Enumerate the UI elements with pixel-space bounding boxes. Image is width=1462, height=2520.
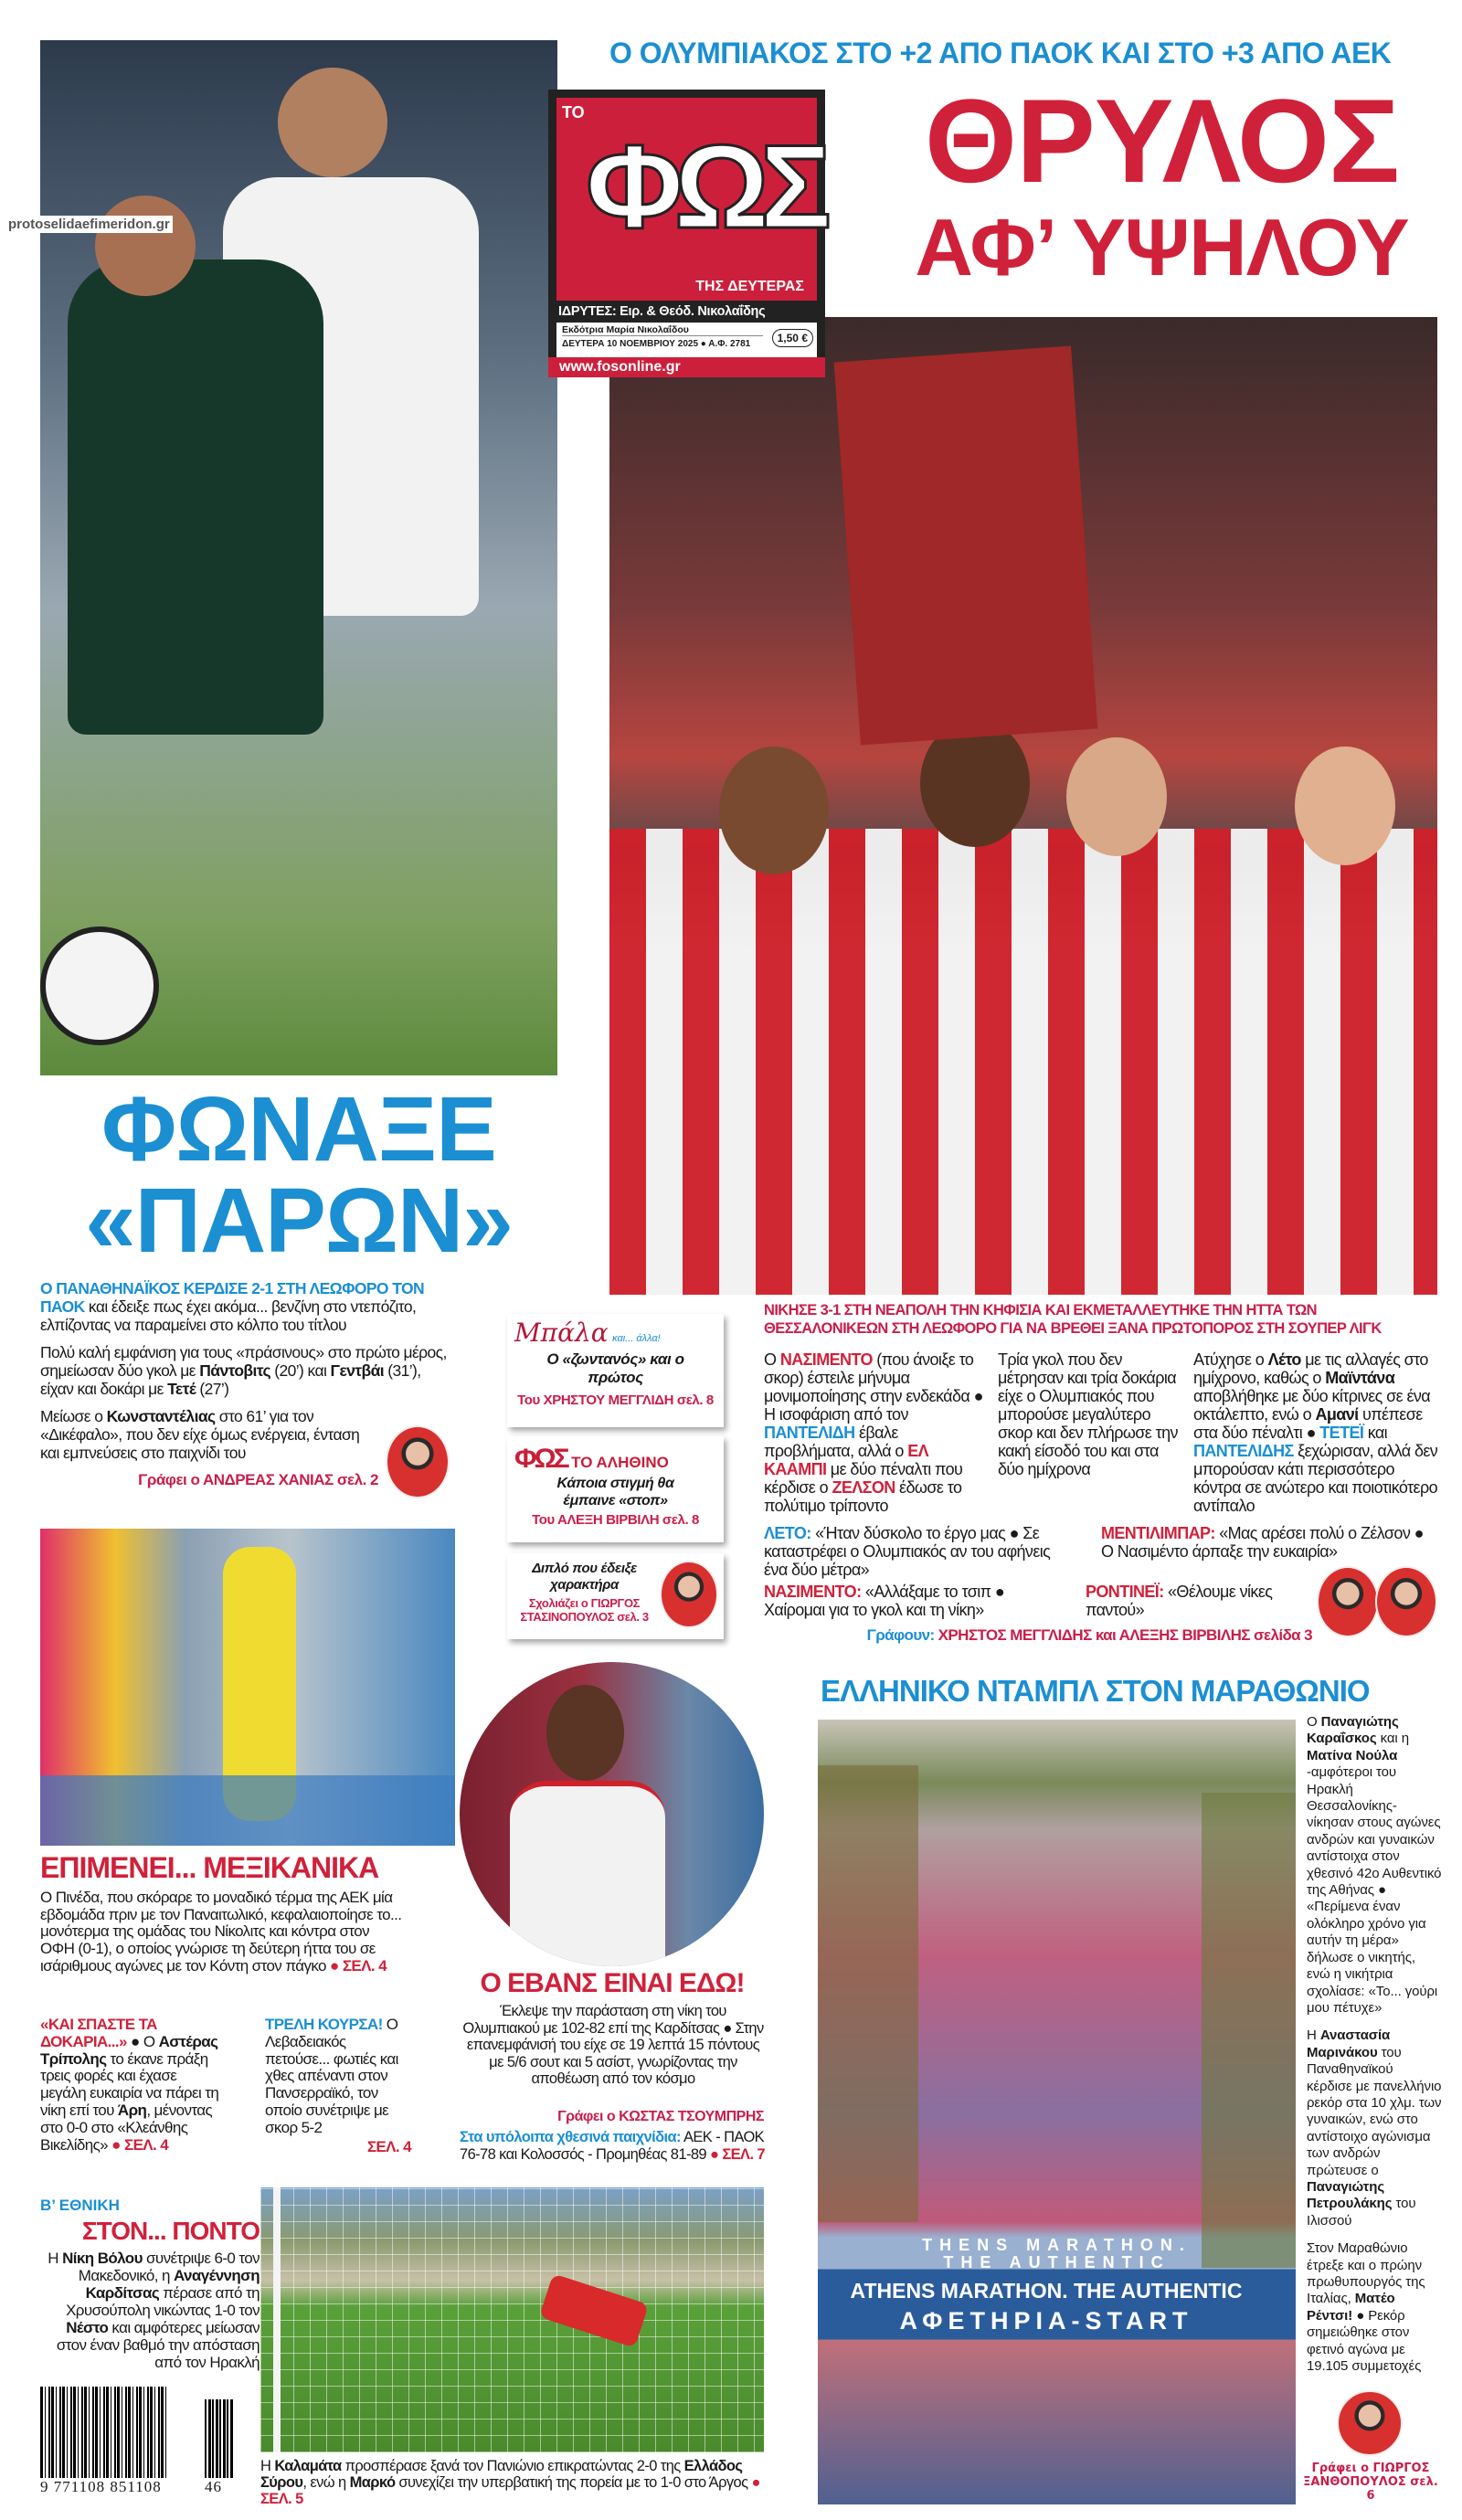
panathinaikos-paragraph-3	[40, 1407, 378, 1462]
text-run: Κωνσταντέλιας	[106, 1407, 216, 1425]
column-logo-sub: και... άλλα!	[612, 1333, 661, 1344]
text-run: «Θέλουμε νίκες παντού»	[1086, 1583, 1273, 1619]
text-run: Αμανί	[1315, 1405, 1359, 1424]
text-run: , μένοντας στο 0-0 στο «Κλεάνθης Βικελίδης»	[40, 2101, 213, 2154]
text-run: ● ΣΕΛ. 4	[330, 1956, 387, 1975]
text-run: συνέτριψε 6-0 τον Μακεδονικό, η	[78, 2250, 260, 2284]
text-run: Αναγέννηση Καρδίτσας	[85, 2267, 260, 2302]
text-run: Ο	[1307, 1714, 1321, 1730]
column-box-mpala[interactable]	[507, 1314, 724, 1427]
text-run: στο 61’ για τον «Δικέφαλο», που δεν είχε όμως ενέργεια, ένταση και εμπνεύσεις στο παιχνίδι του	[40, 1407, 360, 1462]
text-run: Μείωσε ο	[40, 1407, 107, 1425]
quote-mendilibar	[1101, 1524, 1439, 1561]
text-run: έδωσε το πολύτιμο τρίποντο	[764, 1478, 962, 1515]
quote-nascimento	[764, 1583, 1065, 1619]
text-run: προσπέρασε ξανά τον Πανιώνιο επικρατώντας 2-0 της	[341, 2458, 684, 2474]
panathinaikos-paragraph-2	[40, 1343, 451, 1398]
panathinaikos-headline-line2: «ΠΑΡΩΝ»	[85, 1170, 513, 1272]
banner-top-line2: THE AUTHENTIC	[943, 2253, 1171, 2271]
text-run: (27’)	[196, 1380, 229, 1398]
text-run: (31’), είχαν και δοκάρι με	[40, 1361, 421, 1398]
photo-olympiakos-celebration	[609, 317, 1437, 1295]
aek-text	[40, 1890, 406, 1975]
text-run: Νέστο	[66, 2319, 109, 2336]
column-logo-sub: ΤΟ ΑΛΗΘΙΝΟ	[571, 1454, 669, 1471]
watermark: protoselidaefimeridon.gr	[5, 216, 173, 233]
text-run: έβαλε προβλήματα, αλλά ο	[764, 1424, 908, 1460]
lead-column-2	[998, 1350, 1181, 1478]
text-run: «Αλλάξαμε το τσιπ ● Χαίρομαι για το γκολ και τη νίκη»	[764, 1583, 1005, 1619]
text-run: -αμφότεροι του Ηρακλή Θεσσαλονίκης- νίκησαν στους αγώνες ανδρών και γυναικών αντίστοιχα στον χθεσινό 42ο Αυθεντικό της Αθήνας ● «Περίμενα έναν ολόκληρο χρόνο για αυτήν τη μέρα» δήλωσε ο νικητής, ενώ η νικήτρια σχολίασε: «Το... γούρι μου πέτυχε»	[1307, 1764, 1442, 2016]
panathinaikos-headline-line1: ΦΩΝΑΞΕ	[101, 1078, 496, 1181]
text-run: ξεχώρισαν, αλλά δεν μπορούσαν κάτι περισσότερο κόντρα σε ανώτερο και ποιοτικότερο αντίπαλο	[1193, 1442, 1438, 1515]
text-run: Γεντβάι	[330, 1361, 384, 1380]
panathinaikos-byline: Γράφει ο ΑΝΔΡΕΑΣ ΧΑΝΙΑΣ σελ. 2	[138, 1471, 378, 1488]
quote-rodinei	[1086, 1583, 1287, 1619]
column-box-fos-to-alithino[interactable]	[507, 1436, 724, 1542]
lead-subhead: ΝΙΚΗΣΕ 3-1 ΣΤΗ ΝΕΑΠΟΛΗ ΤΗΝ ΚΗΦΙΣΙΑ ΚΑΙ ΕΚΜΕΤΑΛΛΕΥΤΗΚΕ ΤΗΝ ΗΤΤΑ ΤΩΝ ΘΕΣΣΑΛΟΝΙΚΕΩΝ ΣΤΗ ΛΕΩΦΟΡΟ ΓΙΑ ΝΑ ΒΡΕΘΕΙ ΞΑΝΑ ΠΡΩΤΟΠΟΡΟΣ ΣΤΗ ΣΟΥΠΕΡ ΛΙΓΚ	[764, 1302, 1382, 1337]
kalamata-caption	[260, 2458, 763, 2507]
text-run: πέρασε από τη Χρυσούπολη νικώντας 1-0 τον	[66, 2284, 260, 2319]
price-badge: 1,50 €	[772, 329, 813, 347]
photo-evans	[460, 1662, 764, 1966]
text-run: Ελλάδος Σύρου	[260, 2458, 743, 2491]
column-logo-fos: ΦΩΣ	[514, 1444, 567, 1474]
text-run: υπέπεσε στα δύο πέναλτι ●	[1193, 1405, 1423, 1442]
text-run: ● Ο	[126, 2032, 159, 2050]
text-run: Ο	[764, 1350, 780, 1369]
photo-athens-marathon	[818, 1720, 1296, 2504]
column-title: Διπλό που έδειξε χαρακτήρα	[532, 1561, 637, 1593]
text-run: Αναστασία Μαρινάκου	[1307, 2028, 1391, 2060]
text-run: ΜΕΝΤΙΛΙΜΠΑΡ:	[1101, 1524, 1215, 1542]
text-run: ΛΕΤΟ:	[764, 1524, 811, 1542]
quote-leto	[764, 1524, 1075, 1579]
lead-strap: Ο ΟΛΥΜΠΙΑΚΟΣ ΣΤΟ +2 ΑΠΟ ΠΑΟΚ ΚΑΙ ΣΤΟ +3 ΑΠΟ ΑΕΚ	[609, 37, 1392, 69]
text-run: Πολύ καλή εμφάνιση για τους «πράσινους» στο πρώτο μέρος, σημείωσαν δύο γκολ με	[40, 1343, 447, 1380]
marathon-paragraph-3	[1307, 2240, 1442, 2375]
text-run: «ΚΑΙ ΣΠΑΣΤΕ ΤΑ ΔΟΚΑΡΙΑ...»	[40, 2016, 157, 2050]
text-run: ΖΕΛΣΟΝ	[832, 1478, 895, 1497]
text-run: Μαρκό	[349, 2474, 396, 2491]
text-run: ΤΡΕΛΗ ΚΟΥΡΣΑ!	[265, 2016, 383, 2033]
author-photo-chanias	[386, 1425, 450, 1498]
text-run: συνεχίζει την υπερβατική της πορεία με το 1-0 στο Άργος	[395, 2474, 752, 2491]
text-run: ΝΑΣΙΜΕΝΤΟ	[779, 1350, 873, 1369]
text-run: και η	[1376, 1731, 1409, 1747]
logo-wordmark: ΦΩΣ	[586, 120, 822, 253]
text-run: Γράφουν:	[866, 1626, 938, 1644]
text-run: του Ιλισσού	[1307, 2196, 1416, 2229]
lead-column-1	[764, 1350, 985, 1515]
text-run: ● ΣΕΛ. 5	[260, 2474, 760, 2507]
text-run: Παναγιώτης Καραΐσκος	[1307, 1714, 1399, 1747]
text-run: «Μας αρέσει πολύ ο Ζέλσον ● Ο Νασιμέντο άρπαξε την ευκαιρία»	[1101, 1524, 1424, 1561]
text-run: και αμφότερες μείωσαν στον έναν βαθμό την απόσταση από τον Ηρακλή	[56, 2319, 260, 2371]
logo-subtitle: ΤΗΣ ΔΕΥΤΕΡΑΣ	[695, 279, 804, 294]
text-run: ● Ρεκόρ σημειώθηκε στον φετινό αγώνα με 19.105 συμμετοχές	[1307, 2307, 1422, 2375]
column-title: Κάποια στιγμή θα έμπαινε «στοπ»	[556, 1476, 674, 1509]
banner-line1: ATHENS MARATHON. THE AUTHENTIC	[850, 2279, 1243, 2303]
text-run: του Παναθηναϊκού κέρδισε με πανελλήνιο ρεκόρ στα 10 χλμ. των γυναικών, ενώ στο αντίστοιχο αγώνισμα των ανδρών πρώτευσε ο	[1307, 2044, 1442, 2178]
column-logo-mpala: Μπάλα	[514, 1318, 609, 1348]
text-run: Ο Πινέδα, που σκόραρε το μοναδικό τέρμα της ΑΕΚ μία εβδομάδα πριν με τον Παναιτωλικό, κεφαλαιοποίησε το... μονότερμα της ομάδας του Νίκολιτς και κόντρα στον ΟΦΗ (0-1), ο οποίος γνώρισε τη δεύτερη ήττα του σε ισάριθμους αγώνες με τον Κόντη στον πάγκο	[40, 1889, 402, 1975]
evans-byline: Γράφει ο ΚΩΣΤΑΣ ΤΣΟΥΜΠΡΗΣ	[557, 2109, 764, 2124]
column-title: Ο «ζωντανός» και ο πρώτος	[546, 1350, 684, 1386]
text-run: ● ΣΕΛ. 7	[709, 2145, 765, 2163]
levadiakos-brief	[265, 2017, 411, 2137]
barcode	[40, 2387, 252, 2496]
section-label-beta-ethniki: Β’ ΕΘΝΙΚΗ	[40, 2197, 120, 2214]
text-run: και	[1363, 1424, 1388, 1442]
photo-panathinaikos-paok	[40, 40, 557, 1075]
column-byline: Του ΑΛΕΞΗ ΒΙΡΒΙΛΗ σελ. 8	[532, 1512, 699, 1528]
author-photo-virvilis	[1375, 1566, 1437, 1637]
text-run: ΕΛ ΚΑΑΜΠΙ	[764, 1442, 929, 1478]
photo-aek-celebration	[40, 1529, 455, 1846]
marathon-byline: Γράφει ο ΓΙΩΡΓΟΣ ΞΑΝΘΟΠΟΥΛΟΣ σελ. 6	[1303, 2462, 1438, 2503]
basketball-other-results	[460, 2129, 766, 2163]
text-run: Ματίνα Νούλα	[1307, 1747, 1398, 1763]
lead-headline-line1: ΘΡΥΛΟΣ	[924, 74, 1400, 207]
text-run: Τρία γκολ που δεν μέτρησαν και τρία δοκάρια είχε ο Ολυμπιακός που μπορούσε μεγαλύτερο σκορ και δεν πλήρωσε την κακή είσοδό του και στα δύο ημίχρονα	[998, 1350, 1178, 1478]
text-run: Ο ΠΑΝΑΘΗΝΑΪΚΟΣ ΚΕΡΔΙΣΕ 2-1 ΣΤΗ ΛΕΩΦΟΡΟ ΤΟΝ ΠΑΟΚ	[40, 1279, 425, 1316]
text-run: Τετέ	[167, 1380, 196, 1398]
text-run: Ο Λεβαδειακός πετούσε... φωτιές και χθες απέναντι στον Πανσερραϊκό, τον οποίο συνέτριψε με σκορ 5-2	[265, 2016, 398, 2136]
text-run: Πάντοβιτς	[199, 1361, 270, 1380]
marathon-headline: ΕΛΛΗΝΙΚΟ ΝΤΑΜΠΛ ΣΤΟΝ ΜΑΡΑΘΩΝΙΟ	[821, 1674, 1370, 1708]
text-run: ΝΑΣΙΜΕΝΤΟ:	[764, 1583, 862, 1601]
aek-headline: ΕΠΙΜΕΝΕΙ... ΜΕΞΙΚΑΝΙΚΑ	[40, 1851, 379, 1884]
beta-ethniki-headline: ΣΤΟΝ... ΠΟΝΤΟ	[81, 2217, 260, 2245]
text-run: (που άνοιξε το σκορ) έστειλε μήνυμα μονιμοποίησης στην ενδεκάδα ● Η ισοφάριση από τον	[764, 1350, 983, 1424]
author-photo-stasinopoulos	[660, 1561, 718, 1628]
text-run: , ενώ η	[302, 2474, 350, 2491]
text-run: με δύο πέναλτι που κέρδισε ο	[764, 1460, 963, 1497]
text-run: ΤΕΤΕΪ	[1319, 1424, 1364, 1442]
panathinaikos-intro	[40, 1279, 451, 1334]
levadiakos-page: ΣΕΛ. 4	[366, 2137, 411, 2155]
barcode-addon: 46	[205, 2478, 222, 2495]
column-byline: Σχολιάζει ο ΓΙΩΡΓΟΣ ΣΤΑΣΙΝΟΠΟΥΛΟΣ σελ. 3	[520, 1596, 649, 1624]
column-byline: Του ΧΡΗΣΤΟΥ ΜΕΓΓΛΙΔΗ σελ. 8	[517, 1392, 714, 1408]
text-run: ΑΕΚ - ΠΑΟΚ 76-78 και Κολοσσός - Προμηθέας 81-89	[460, 2129, 765, 2163]
beta-ethniki-text	[40, 2250, 260, 2371]
column-box-stasinopoulos[interactable]	[507, 1553, 724, 1639]
text-run: Ατύχησε ο	[1193, 1350, 1268, 1369]
text-run: το έκανε πράξη τρεις φορές και έχασε μεγάλη ευκαιρία να πάρει τη νίκη επί του	[40, 2049, 219, 2119]
lead-column-3	[1193, 1350, 1440, 1515]
banner-line2: ΑΦΕΤΗΡΙΑ-START	[899, 2307, 1193, 2335]
lead-headline-line2: ΑΦ’ ΥΨΗΛΟΥ	[915, 202, 1409, 292]
text-run: «Ήταν δύσκολο το έργο μας ● Σε καταστρέφει ο Ολυμπιακός αν του αφήνεις ένα δύο μέτρα»	[764, 1524, 1051, 1579]
text-run: (20’) και	[270, 1361, 331, 1380]
author-photo-xanthopoulos	[1337, 2390, 1403, 2456]
logo-kicker: ΤΟ	[562, 103, 585, 122]
text-run: Παναγιώτης Πετρουλάκης	[1307, 2178, 1393, 2212]
marathon-paragraph-1	[1307, 1714, 1442, 2017]
lead-byline	[764, 1626, 1312, 1645]
text-run: ΠΑΝΤΕΛΙΔΗ	[764, 1424, 855, 1442]
text-run: αποβλήθηκε με δύο κίτρινες σε ένα οκτάλεπτο, ενώ ο	[1193, 1387, 1431, 1424]
text-run: ● ΣΕΛ. 4	[111, 2135, 169, 2154]
banner-top-line1: THENS MARATHON.	[922, 2236, 1192, 2254]
text-run: Λέτο	[1267, 1350, 1301, 1369]
text-run: Στα υπόλοιπα χθεσινά παιχνίδια:	[460, 2129, 681, 2145]
text-run: Μαϊντάνα	[1325, 1369, 1395, 1387]
marathon-paragraph-2	[1307, 2028, 1442, 2229]
barcode-number: 9 771108 851108	[40, 2478, 162, 2495]
photo-kalamata-goal	[260, 2187, 764, 2452]
text-run: Στον Μαραθώνιο έτρεξε και ο πρώην πρωθυπουργός της Ιταλίας,	[1307, 2240, 1425, 2307]
website-link[interactable]: www.fosonline.gr	[548, 357, 825, 377]
evans-text: Έκλεψε την παράσταση στη νίκη του Ολυμπιακού με 102-82 επί της Καρδίτσας ● Στην επανεμφάνισή του είχε σε 19 λεπτά 15 πόντους με 5/6 σουτ και 5 ασίστ, γνωρίζοντας την αποθέωση από τον κόσμο	[462, 2003, 764, 2087]
author-photo-meggidis	[1317, 1566, 1379, 1637]
text-run: ΡΟΝΤΙΝΕΪ:	[1086, 1583, 1164, 1601]
masthead-logo	[548, 90, 825, 377]
issue-date: ΔΕΥΤΕΡΑ 10 ΝΟΕΜΒΡΙΟΥ 2025 ● Α.Φ. 2781	[562, 339, 751, 349]
text-run: Αστέρας Τρίπολης	[40, 2032, 218, 2068]
text-run: Καλαμάτα	[274, 2458, 342, 2474]
evans-headline: Ο ΕΒΑΝΣ ΕΙΝΑΙ ΕΔΩ!	[480, 1968, 745, 1998]
text-run: με τις αλλαγές στο ημίχρονο, καθώς ο	[1193, 1350, 1428, 1387]
text-run: Νίκη Βόλου	[62, 2250, 143, 2267]
asteras-brief	[40, 2017, 223, 2154]
text-run: Άρη	[117, 2101, 147, 2119]
publisher: Εκδότρια Μαρία Νικολαΐδου	[562, 324, 763, 336]
text-run: Ματέο Ρέντσι!	[1307, 2291, 1395, 2324]
text-run: Η	[1307, 2028, 1320, 2044]
text-run: και έδειξε πως έχει ακόμα... βενζίνη στο ντεπόζιτο, ελπίζοντας να παραμείνει στο κόλπο του τίτλου	[40, 1297, 417, 1334]
text-run: ΧΡΗΣΤΟΣ ΜΕΓΓΛΙΔΗΣ και ΑΛΕΞΗΣ ΒΙΡΒΙΛΗΣ σελίδα 3	[938, 1626, 1312, 1644]
text-run: Η	[260, 2458, 275, 2474]
text-run: Η	[48, 2250, 63, 2267]
text-run: ΠΑΝΤΕΛΙΔΗΣ	[1193, 1442, 1294, 1460]
founders: ΙΔΡΥΤΕΣ: Ειρ. & Θεόδ. Νικολαΐδης	[558, 304, 766, 319]
